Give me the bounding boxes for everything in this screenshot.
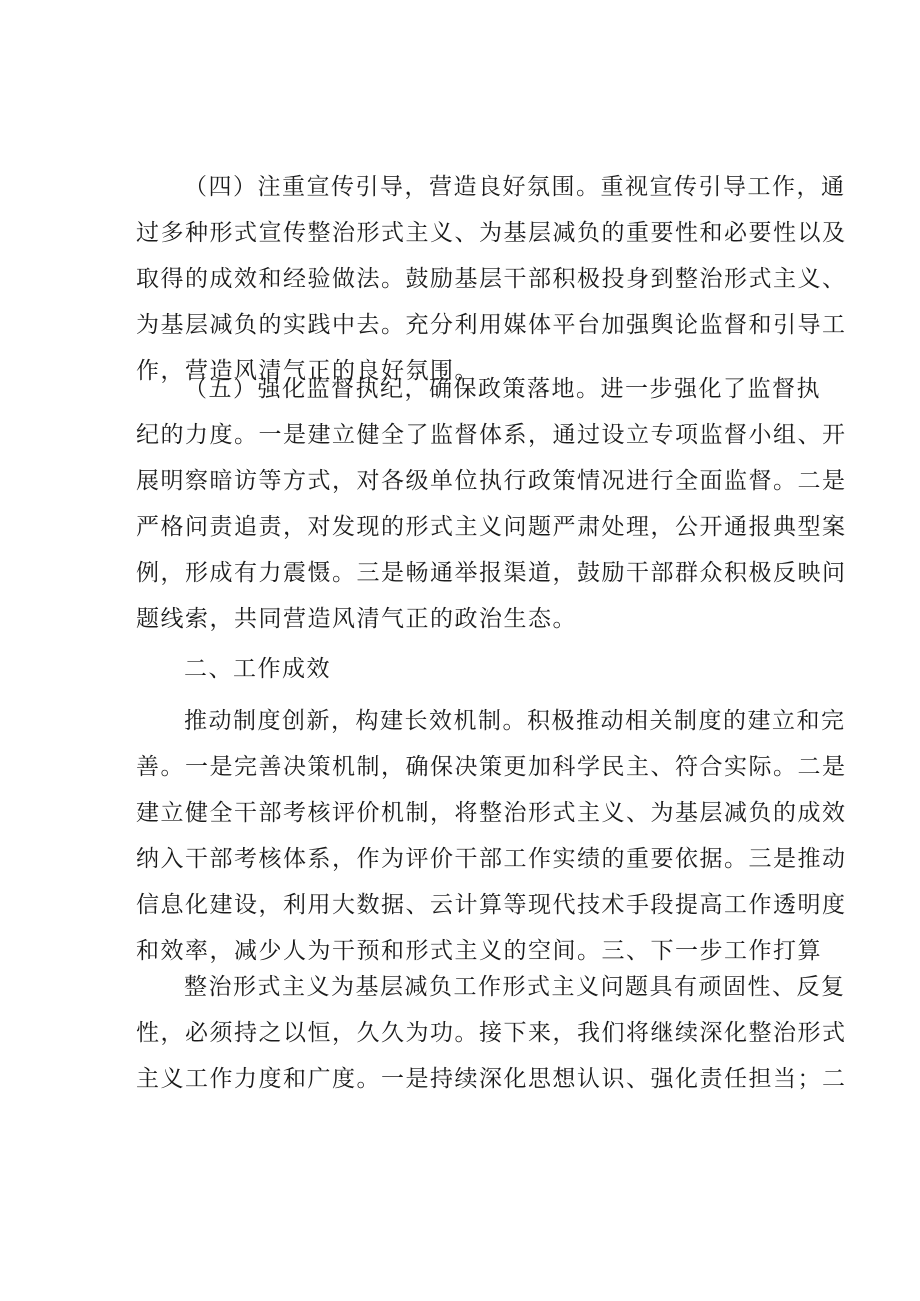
text-line: 严格问责追责，对发现的形式主义问题严肃处理，公开通报典型案 <box>136 514 847 540</box>
text-line: （五）强化监督执纪，确保政策落地。进一步强化了监督执 <box>184 376 821 402</box>
heading-line: 二、工作成效 <box>184 656 331 682</box>
text-line: 展明察暗访等方式，对各级单位执行政策情况进行全面监督。二是 <box>136 468 847 494</box>
text-line: 题线索，共同营造风清气正的政治生态。 <box>136 606 577 632</box>
text-line: 主义工作力度和广度。一是持续深化思想认识、强化责任担当；二 <box>136 1066 847 1092</box>
text-line: 纳入干部考核体系，作为评价干部工作实绩的重要依据。三是推动 <box>136 846 847 872</box>
paragraph-institutional-innovation <box>136 698 847 974</box>
section-heading <box>136 646 796 692</box>
paragraph-publicity <box>136 164 847 394</box>
text-line: 作，营造风清气正的良好氛围。 <box>136 358 479 384</box>
paragraph-next-steps <box>136 964 847 1102</box>
text-line: （四）注重宣传引导，营造良好氛围。重视宣传引导工作，通 <box>184 174 846 200</box>
text-line: 善。一是完善决策机制，确保决策更加科学民主、符合实际。二是 <box>136 754 847 780</box>
text-line: 和效率，减少人为干预和形式主义的空间。三、下一步工作打算 <box>136 938 822 964</box>
text-line: 整治形式主义为基层减负工作形式主义问题具有顽固性、反复 <box>184 974 846 1000</box>
text-line: 性，必须持之以恒，久久为功。接下来，我们将继续深化整治形式 <box>136 1020 847 1046</box>
text-line: 为基层减负的实践中去。充分利用媒体平台加强舆论监督和引导工 <box>136 312 847 338</box>
text-line: 信息化建设，利用大数据、云计算等现代技术手段提高工作透明度 <box>136 892 847 918</box>
text-line: 推动制度创新，构建长效机制。积极推动相关制度的建立和完 <box>184 708 846 734</box>
text-line: 纪的力度。一是建立健全了监督体系，通过设立专项监督小组、开 <box>136 422 847 448</box>
paragraph-supervision <box>136 366 847 642</box>
text-line: 建立健全干部考核评价机制，将整治形式主义、为基层减负的成效 <box>136 800 847 826</box>
text-line: 取得的成效和经验做法。鼓励基层干部积极投身到整治形式主义、 <box>136 266 847 292</box>
text-line: 例，形成有力震慑。三是畅通举报渠道，鼓励干部群众积极反映问 <box>136 560 847 586</box>
text-line: 过多种形式宣传整治形式主义、为基层减负的重要性和必要性以及 <box>136 220 847 246</box>
